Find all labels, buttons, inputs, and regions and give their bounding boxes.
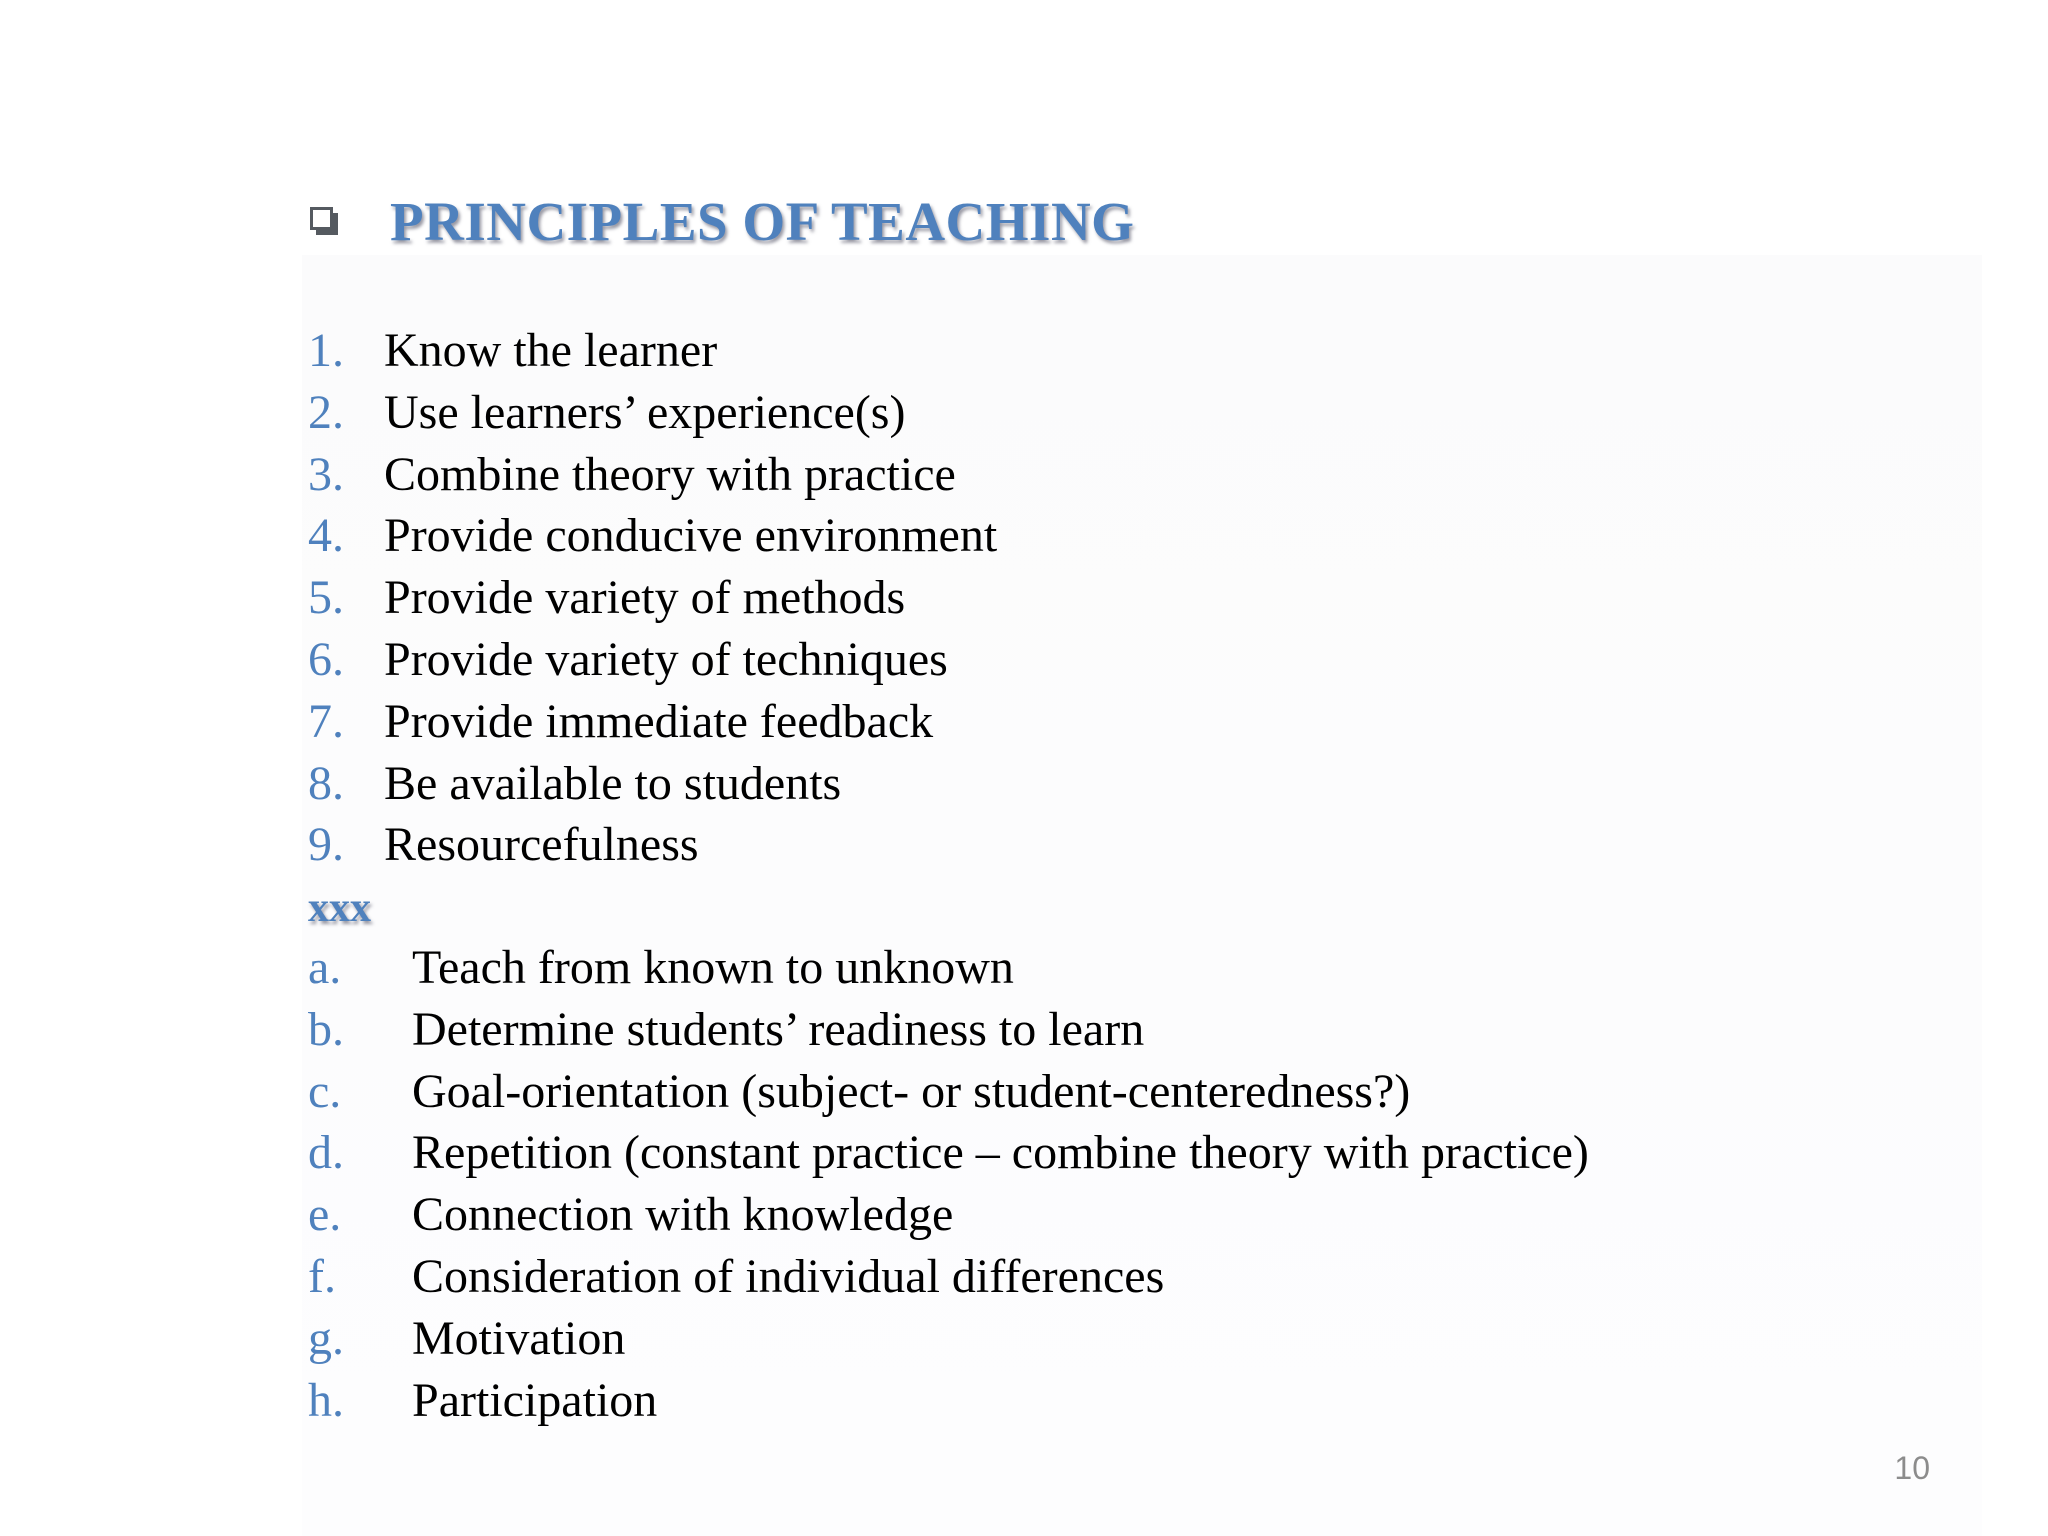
- list-item: [308, 444, 997, 506]
- list-text: Consideration of individual differences: [412, 1249, 1165, 1303]
- list-text: Motivation: [412, 1311, 626, 1365]
- list-item: [308, 814, 997, 876]
- list-marker: h.: [308, 1373, 344, 1427]
- list-item: [308, 937, 1589, 999]
- list-text: Be available to students: [384, 756, 842, 810]
- list-text: Goal-orientation (subject- or student-centeredness?): [412, 1064, 1411, 1118]
- list-text: Use learners’ experience(s): [384, 385, 906, 439]
- list-text: Provide immediate feedback: [384, 694, 934, 748]
- checkbox-icon: [310, 207, 338, 235]
- list-item: [308, 1184, 1589, 1246]
- list-marker: e.: [308, 1188, 342, 1242]
- list-text: Repetition (constant practice – combine theory with practice): [412, 1126, 1589, 1180]
- slide-title: PRINCIPLES OF TEACHING: [390, 190, 1135, 252]
- list-item: [308, 1308, 1589, 1370]
- list-marker: 3.: [308, 447, 344, 501]
- list-marker: f.: [308, 1249, 336, 1303]
- list-marker: 7.: [308, 694, 344, 748]
- page-number: 10: [1894, 1450, 1930, 1486]
- list-marker: a.: [308, 941, 342, 994]
- list-text: Connection with knowledge: [412, 1188, 954, 1242]
- numbered-list: [308, 320, 997, 876]
- list-marker: 8.: [308, 756, 344, 810]
- subheading: xxx: [308, 885, 371, 931]
- list-marker: b.: [308, 1002, 344, 1056]
- list-item: [308, 629, 997, 691]
- list-text: Determine students’ readiness to learn: [412, 1002, 1145, 1056]
- list-text: Know the learner: [384, 324, 718, 377]
- list-item: [308, 1122, 1589, 1184]
- list-text: Participation: [412, 1373, 658, 1427]
- list-marker: 5.: [308, 571, 344, 625]
- list-item: [308, 691, 997, 753]
- list-marker: 9.: [308, 818, 344, 872]
- list-item: [308, 505, 997, 567]
- list-item: [308, 567, 997, 629]
- list-item: [308, 382, 997, 444]
- list-marker: c.: [308, 1064, 342, 1118]
- list-text: Provide conducive environment: [384, 509, 998, 563]
- list-marker: 6.: [308, 632, 344, 686]
- list-marker: d.: [308, 1126, 344, 1180]
- list-text: Provide variety of methods: [384, 571, 906, 625]
- list-marker: g.: [308, 1311, 344, 1365]
- list-marker: 2.: [308, 385, 344, 439]
- list-text: Resourcefulness: [384, 818, 699, 872]
- list-text: Provide variety of techniques: [384, 632, 948, 686]
- list-text: Combine theory with practice: [384, 447, 956, 501]
- list-item: [308, 1061, 1589, 1123]
- lettered-list: [308, 937, 1589, 1431]
- list-item: [308, 1246, 1589, 1308]
- list-item: [308, 753, 997, 815]
- list-marker: 4.: [308, 509, 344, 563]
- list-item: [308, 1370, 1589, 1432]
- list-marker: 1.: [308, 324, 344, 377]
- list-item: [308, 999, 1589, 1061]
- list-item: [308, 320, 997, 382]
- title-row: [310, 186, 1134, 256]
- list-text: Teach from known to unknown: [412, 941, 1014, 994]
